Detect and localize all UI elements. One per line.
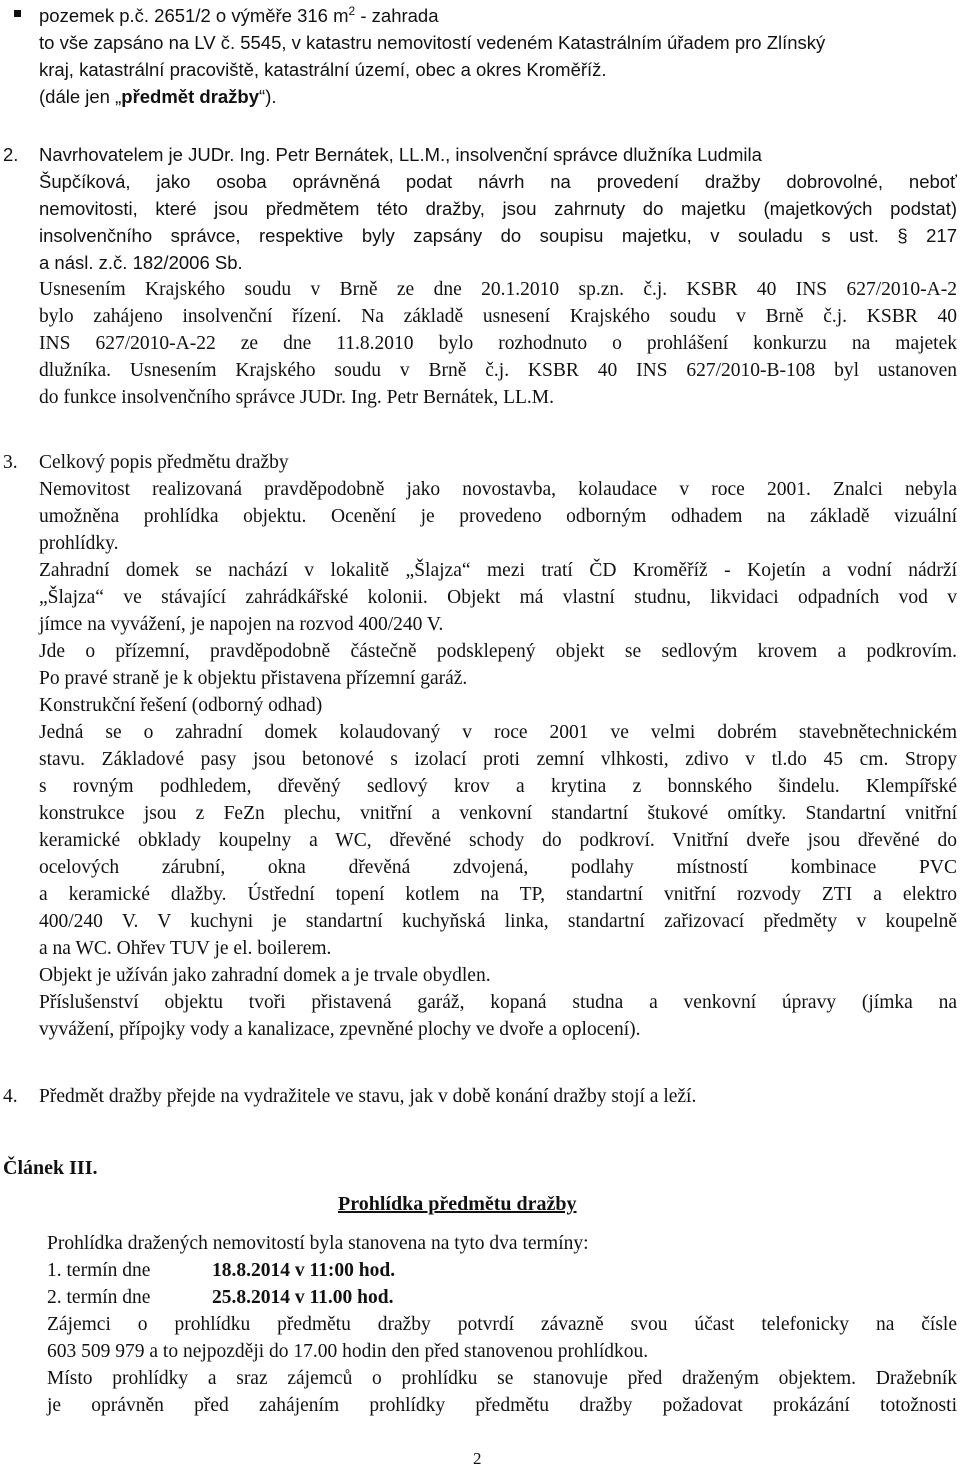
section-3-line: Nemovitost realizovaná pravděpodobně jako novostavba, kolaudace v roce 2001. Znalci nebyla [39, 479, 957, 500]
article-intro: Prohlídka dražených nemovitostí byla stanovena na tyto dva termíny: [47, 1233, 589, 1254]
article-title: Prohlídka předmětu dražby [338, 1193, 577, 1215]
article-line: Zájemci o prohlídku předmětu dražby potvrdí závazně svou účast telefonicky na čísle [47, 1314, 957, 1335]
section-3-line: Objekt je užíván jako zahradní domek a je trvale obydlen. [39, 965, 491, 986]
term-1-label: 1. termín dne [47, 1260, 151, 1281]
section-2-line: do funkce insolvenčního správce JUDr. Ing. Petr Bernátek, LL.M. [39, 387, 554, 408]
section-2-line: Usnesením Krajského soudu v Brně ze dne 20.1.2010 sp.zn. č.j. KSBR 40 INS 627/2010-A-2 [39, 279, 957, 300]
article-heading: Článek III. [3, 1157, 98, 1179]
page-number: 2 [473, 1449, 482, 1468]
section-3-line: „Šlajza“ ve stávající zahrádkářské kolonii. Objekt má vlastní studnu, likvidaci odpadních vod v [39, 587, 957, 608]
section-3-number: 3. [3, 452, 18, 473]
bullet-line-1 [39, 4, 439, 28]
section-3-line: Zahradní domek se nachází v lokalitě „Šlajza“ mezi tratí ČD Kroměříž - Kojetín a vodní nádrží [39, 560, 957, 581]
section-3-line: stavu. Základové pasy jsou betonové s izolací proti zemní vlhkosti, zdivo v tl.do 45 cm. Stropy [39, 749, 957, 770]
bullet-marker [14, 10, 21, 17]
bullet-line-1-text: pozemek p.č. 2651/2 o výměře 316 m [39, 5, 349, 26]
term-2-value: 25.8.2014 v 11.00 hod. [212, 1287, 394, 1308]
section-2-line: Šupčíková, jako osoba oprávněná podat návrh na provedení dražby dobrovolné, neboť [39, 171, 957, 192]
bullet-line-3: kraj, katastrální pracoviště, katastrální území, obec a okres Kroměříž. [39, 59, 607, 80]
section-4-text: Předmět dražby přejde na vydražitele ve stavu, jak v době konání dražby stojí a leží. [39, 1086, 697, 1107]
section-3-line: keramické obklady koupelny a WC, dřevěné schody do podkroví. Vnitřní dveře jsou dřevěné do [39, 830, 957, 851]
section-3-line: Příslušenství objektu tvoři přistavená garáž, kopaná studna a venkovní úpravy (jímka na [39, 992, 957, 1013]
section-3-line: Konstrukční řešení (odborný odhad) [39, 695, 323, 716]
bullet-line-4-prefix: (dále jen „ [39, 86, 122, 107]
section-3-line: umožněna prohlídka objektu. Ocenění je provedeno odborným odhadem na základě vizuální [39, 506, 957, 527]
section-2-number: 2. [3, 144, 19, 165]
section-3-line: Jde o přízemní, pravděpodobně částečně podsklepený objekt se sedlovým krovem a podkrovím. [39, 641, 957, 662]
article-line: Místo prohlídky a sraz zájemců o prohlídku se stanovuje před draženým objektem. Dražebník [47, 1368, 957, 1389]
section-3-line: konstrukce jsou z FeZn plechu, vnitřní a venkovní standartní štukové omítky. Standartní vnitřní [39, 803, 957, 824]
article-line: 603 509 979 a to nejpozději do 17.00 hodin den před stanovenou prohlídkou. [47, 1341, 649, 1362]
bullet-line-4 [39, 85, 277, 109]
section-3-line: prohlídky. [39, 533, 119, 554]
section-3-line: Po pravé straně je k objektu přistavena přízemní garáž. [39, 668, 468, 689]
bullet-line-2: to vše zapsáno na LV č. 5545, v katastru nemovitostí vedeném Katastrálním úřadem pro Zlínský [39, 32, 826, 53]
section-3-line: jímce na vyvážení, je napojen na rozvod 400/240 V. [39, 614, 444, 635]
section-2-line: dlužníka. Usnesením Krajského soudu v Brně č.j. KSBR 40 INS 627/2010-B-108 byl ustanoven [39, 360, 957, 381]
section-2-line: insolvenčního správce, respektive byly zapsány do soupisu majetku, v souladu s ust. § 217 [39, 225, 957, 246]
section-3-line: 400/240 V. V kuchyni je standartní kuchyňská linka, standartní zařizovací předměty v koupelně [39, 911, 957, 932]
section-2-line: bylo zahájeno insolvenční řízení. Na základě usnesení Krajského soudu v Brně č.j. KSBR 40 [39, 306, 957, 327]
section-4-number: 4. [3, 1086, 18, 1107]
section-3-line: ocelových zárubní, okna dřevěná zdvojená, podlahy místností kombinace PVC [39, 857, 957, 878]
section-3-title: Celkový popis předmětu dražby [39, 452, 289, 473]
section-3-line: a na WC. Ohřev TUV je el. boilerem. [39, 938, 332, 959]
bullet-line-1-suffix: - zahrada [355, 5, 439, 26]
term-2-label: 2. termín dne [47, 1287, 151, 1308]
section-3-line: a keramické dlažby. Ústřední topení kotlem na TP, standartní vnitřní rozvody ZTI a elektro [39, 884, 957, 905]
section-3-line: Jedná se o zahradní domek kolaudovaný v roce 2001 ve velmi dobrém stavebnětechnickém [39, 722, 957, 743]
bullet-line-4-suffix: “). [259, 86, 277, 107]
section-2-line: nemovitosti, které jsou předmětem této dražby, jsou zahrnuty do majetku (majetkových podstat) [39, 198, 957, 219]
section-2-line: Navrhovatelem je JUDr. Ing. Petr Bernátek, LL.M., insolvenční správce dlužníka Ludmila [39, 144, 762, 165]
bullet-line-4-bold: předmět dražby [121, 86, 260, 107]
term-1-value: 18.8.2014 v 11:00 hod. [212, 1260, 396, 1281]
article-line: je oprávněn před zahájením prohlídky předmětu dražby požadovat prokázání totožnosti [47, 1395, 957, 1416]
section-3-line: s rovným podhledem, dřevěný sedlový krov a krytina z bonnského šindelu. Klempířské [39, 776, 957, 797]
superscript-2: 2 [348, 3, 356, 18]
section-2-line: INS 627/2010-A-22 ze dne 11.8.2010 bylo rozhodnuto o prohlášení konkurzu na majetek [39, 333, 957, 354]
section-3-line: vyvážení, přípojky vody a kanalizace, zpevněné plochy ve dvoře a oplocení). [39, 1019, 641, 1040]
section-2-line: a násl. z.č. 182/2006 Sb. [39, 252, 243, 273]
